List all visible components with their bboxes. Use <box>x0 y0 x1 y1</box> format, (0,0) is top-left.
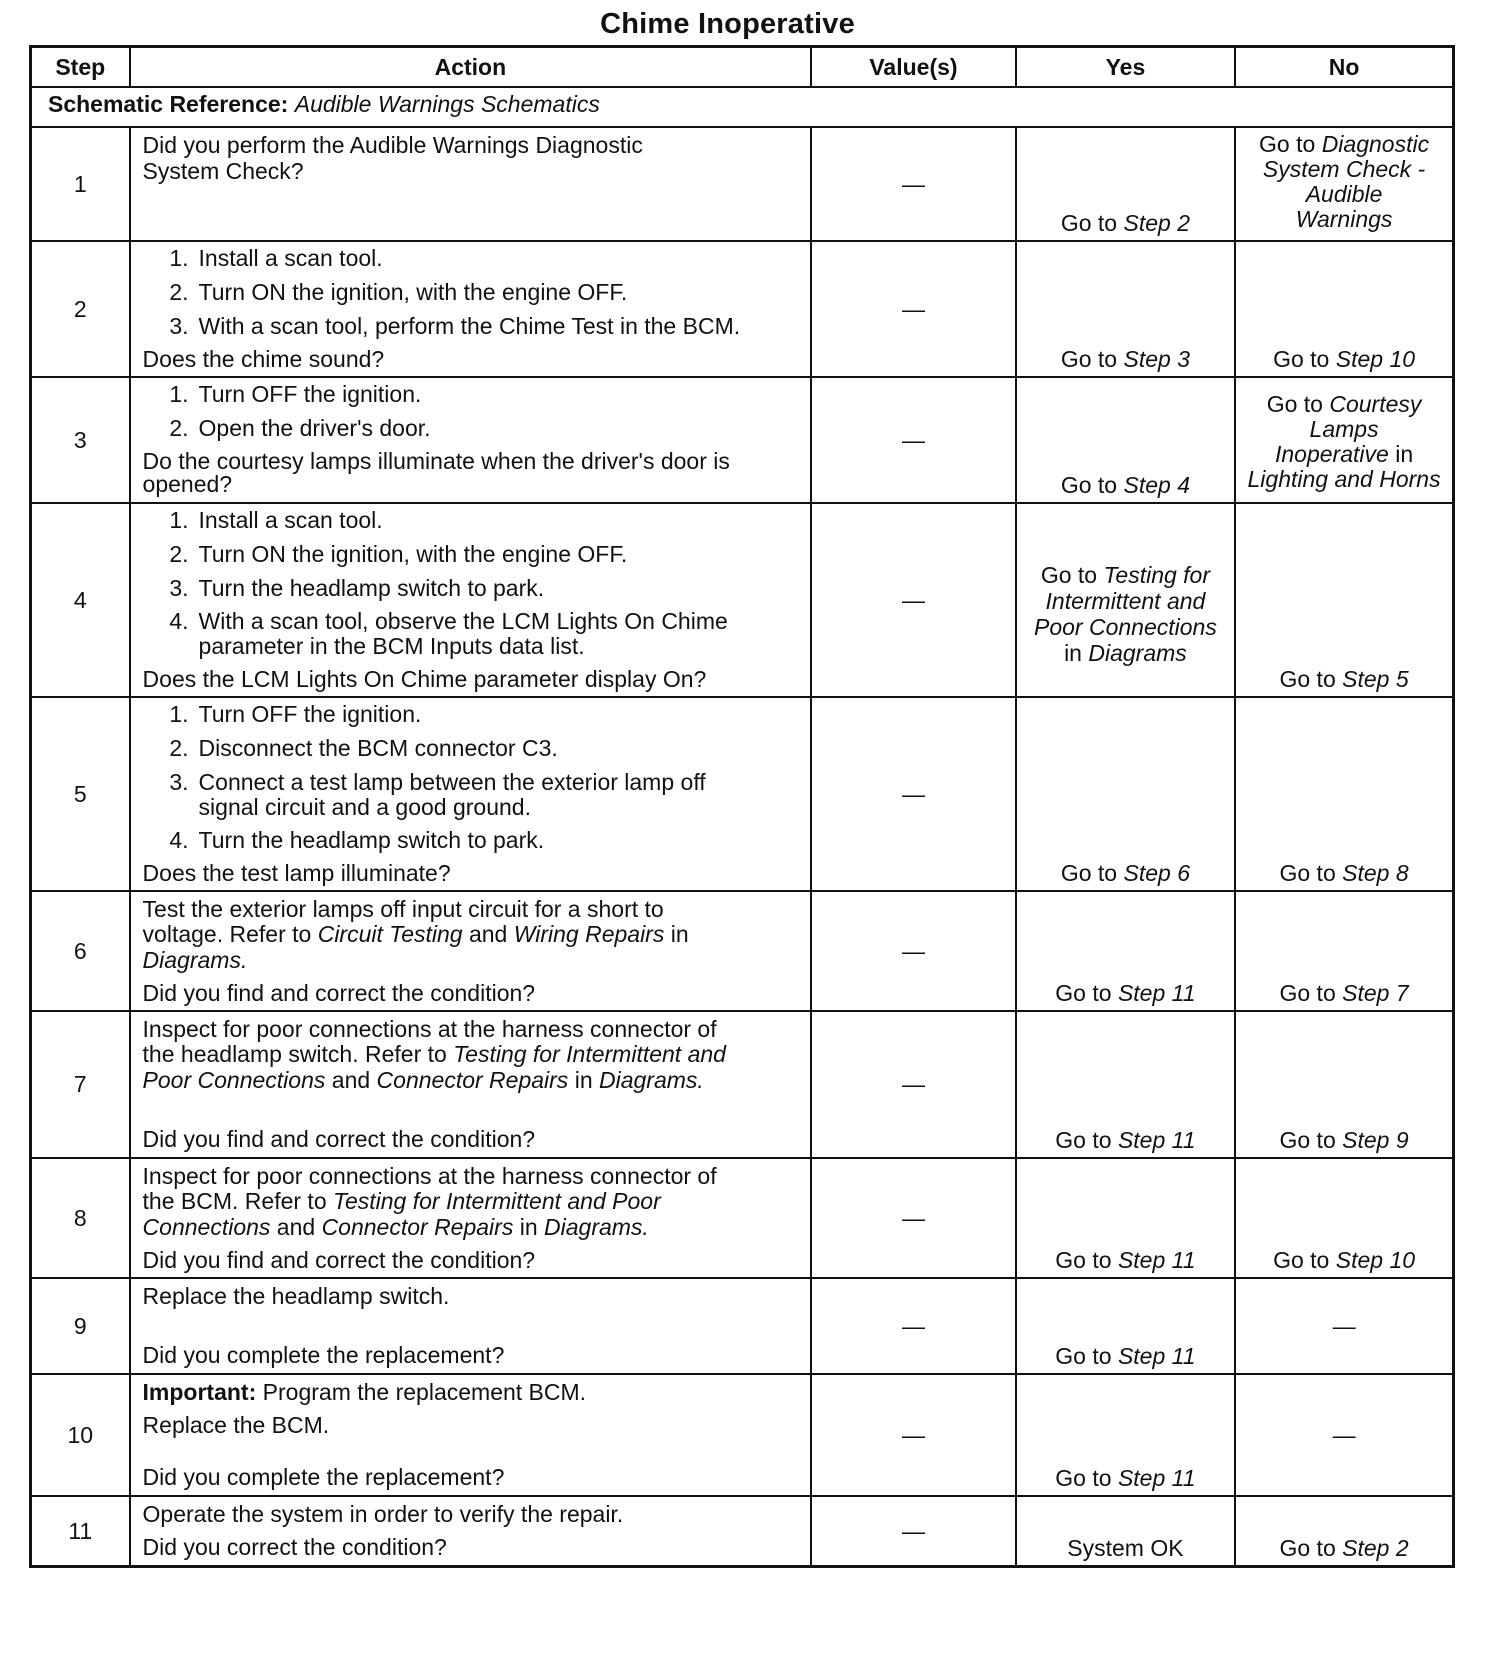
action-text: Inspect for poor connections at the harness connector of <box>142 1163 717 1189</box>
no-step-link[interactable]: Step 9 <box>1342 1127 1409 1153</box>
connector-repairs-link[interactable]: Connector Repairs <box>376 1067 569 1093</box>
table-row <box>31 1158 1454 1278</box>
goto-text: Go to <box>1279 1127 1336 1153</box>
in-text: in <box>1064 640 1082 666</box>
step-number: 10 <box>31 1374 130 1496</box>
question-text: opened? <box>142 471 233 497</box>
yes-cell <box>1016 1278 1235 1374</box>
goto-text: Go to <box>1055 1465 1112 1491</box>
value-cell: — <box>811 241 1016 377</box>
action-cell <box>130 127 812 241</box>
yes-cell <box>1016 1158 1235 1278</box>
header-yes: Yes <box>1016 47 1235 88</box>
goto-text: Go to <box>1060 346 1118 372</box>
no-link[interactable]: Lamps <box>1309 416 1379 442</box>
question-text: Does the test lamp illuminate? <box>142 860 451 886</box>
value-cell: — <box>811 697 1016 891</box>
value-cell: — <box>811 1011 1016 1158</box>
testing-link[interactable]: Testing for Intermittent and <box>453 1041 726 1067</box>
diagnostic-table <box>29 45 1455 1568</box>
wiring-repairs-link[interactable]: Wiring Repairs <box>513 921 665 947</box>
action-text: Connections and Connector Repairs in Diagrams. <box>142 1214 649 1240</box>
no-cell <box>1235 1158 1453 1278</box>
no-cell <box>1235 1496 1453 1567</box>
goto-text: Go to <box>1266 391 1323 417</box>
no-cell <box>1235 503 1453 697</box>
action-text: voltage. Refer to Circuit Testing and Wiring Repairs in <box>142 921 689 947</box>
no-step-link[interactable]: Step 7 <box>1342 980 1409 1006</box>
goto-text: Go to <box>1060 472 1118 498</box>
header-step: Step <box>31 47 130 88</box>
yes-link[interactable]: Diagrams <box>1088 640 1187 666</box>
table-row <box>31 377 1454 503</box>
schematic-reference-label: Schematic Reference: <box>48 91 289 117</box>
step-number: 11 <box>31 1496 130 1567</box>
no-link[interactable]: Courtesy <box>1329 391 1422 417</box>
goto-text: Go to <box>1259 131 1316 157</box>
step-number: 1 <box>31 127 130 241</box>
question-text: Did you find and correct the condition? <box>142 1126 536 1152</box>
goto-text: Go to <box>1060 210 1118 236</box>
table-row <box>31 1011 1454 1158</box>
no-cell <box>1235 377 1453 503</box>
testing-link[interactable]: Connections <box>142 1214 271 1240</box>
table-row <box>31 241 1454 377</box>
yes-cell <box>1016 1496 1235 1567</box>
yes-step-link[interactable]: Step 4 <box>1123 472 1190 498</box>
yes-cell <box>1016 697 1235 891</box>
diagrams-link[interactable]: Diagrams. <box>544 1214 649 1240</box>
goto-text: Go to <box>1040 562 1098 588</box>
no-cell: — <box>1235 1374 1453 1496</box>
yes-step-link[interactable]: Step 11 <box>1117 1465 1196 1491</box>
step-number: 4 <box>31 503 130 697</box>
goto-text: Go to <box>1055 1127 1112 1153</box>
goto-text: Go to <box>1279 860 1336 886</box>
step-number: 3 <box>31 377 130 503</box>
action-text: Poor Connections and Connector Repairs in Diagrams. <box>142 1067 704 1093</box>
question-text: Did you complete the replacement? <box>142 1342 505 1368</box>
action-text: Did you perform the Audible Warnings Diagnostic <box>142 132 643 158</box>
action-cell <box>130 1011 812 1158</box>
yes-cell <box>1016 127 1235 241</box>
header-no: No <box>1235 47 1453 88</box>
question-text: Did you find and correct the condition? <box>142 1247 536 1273</box>
yes-step-link[interactable]: Step 6 <box>1123 860 1190 886</box>
question-text: Did you complete the replacement? <box>142 1464 505 1490</box>
goto-text: Go to <box>1055 1247 1112 1273</box>
yes-cell <box>1016 1374 1235 1496</box>
step-number: 7 <box>31 1011 130 1158</box>
question-text: Does the LCM Lights On Chime parameter display On? <box>142 666 707 692</box>
no-link[interactable]: Lighting and Horns <box>1247 466 1441 492</box>
value-cell: — <box>811 1158 1016 1278</box>
yes-step-link[interactable]: Step 2 <box>1123 210 1190 236</box>
goto-text: Go to <box>1055 1343 1112 1369</box>
action-text <box>143 947 805 974</box>
yes-link[interactable]: Intermittent and <box>1045 588 1206 614</box>
no-step-link[interactable]: Step 8 <box>1342 860 1409 886</box>
no-cell <box>1235 891 1453 1011</box>
table-row <box>31 503 1454 697</box>
page-title: Chime Inoperative <box>600 8 855 40</box>
schematic-reference <box>31 87 1454 127</box>
yes-step-link[interactable]: Step 11 <box>1117 1343 1196 1369</box>
yes-cell <box>1016 503 1235 697</box>
question-text: Did you correct the condition? <box>142 1534 447 1560</box>
action-cell: 1. Install a scan tool. 2. Turn ON the ignition, with the engine OFF. 3. Turn the headlamp switch to park. 4. With a scan tool, observe the LCM Lights On Chime parameter in the BCM Inputs data list. Does the LCM Lights On Chime parameter display On? <box>130 503 812 697</box>
no-step-link[interactable]: Step 10 <box>1335 346 1416 372</box>
no-link[interactable]: Audible <box>1305 181 1383 207</box>
yes-link[interactable]: Poor Connections <box>1034 614 1217 640</box>
no-cell: — <box>1235 1278 1453 1374</box>
action-cell: 1. Turn OFF the ignition. 2. Open the driver's door. Do the courtesy lamps illuminate when the driver's door is opened? <box>130 377 812 503</box>
action-text: Replace the BCM. <box>142 1412 330 1438</box>
action-text: Operate the system in order to verify the repair. <box>142 1501 624 1527</box>
no-link[interactable]: Inoperative <box>1275 441 1389 467</box>
yes-cell <box>1016 241 1235 377</box>
system-ok-text: System OK <box>1067 1535 1184 1561</box>
value-cell: — <box>811 1496 1016 1567</box>
action-cell <box>130 1158 812 1278</box>
circuit-testing-link[interactable]: Circuit Testing <box>317 921 463 947</box>
yes-step-link[interactable]: Step 11 <box>1117 1247 1196 1273</box>
yes-cell <box>1016 377 1235 503</box>
question-text: Do the courtesy lamps illuminate when the driver's door is <box>142 448 730 474</box>
yes-link[interactable]: Testing for <box>1103 562 1211 588</box>
no-step-link[interactable]: Step 5 <box>1342 666 1409 692</box>
schematic-reference-link[interactable]: Audible Warnings Schematics <box>294 91 600 117</box>
value-cell: — <box>811 127 1016 241</box>
diagrams-link[interactable]: Diagrams. <box>599 1067 704 1093</box>
diagrams-link[interactable]: Diagrams. <box>142 947 248 973</box>
no-link[interactable]: Warnings <box>1295 206 1393 232</box>
action-cell: 1. Turn OFF the ignition. 2. Disconnect the BCM connector C3. 3. Connect a test lamp between the exterior lamp off signal circuit and a good ground. 4. Turn the headlamp switch to park. Does the test lamp illuminate? <box>130 697 812 891</box>
action-text: System Check? <box>142 158 304 184</box>
action-cell <box>130 891 812 1011</box>
action-cell <box>130 1496 812 1567</box>
goto-text: Go to <box>1279 666 1336 692</box>
step-number: 9 <box>31 1278 130 1374</box>
table-row <box>31 127 1454 241</box>
no-step-link[interactable]: Step 2 <box>1342 1535 1409 1561</box>
table-row <box>31 697 1454 891</box>
goto-text: Go to <box>1279 980 1336 1006</box>
no-link[interactable]: Diagnostic <box>1321 131 1430 157</box>
no-link[interactable]: System Check - <box>1262 156 1426 182</box>
important-note: Important: Program the replacement BCM. <box>142 1379 587 1405</box>
yes-cell <box>1016 891 1235 1011</box>
action-cell <box>130 1278 812 1374</box>
goto-text: Go to <box>1060 860 1118 886</box>
table-row <box>31 1278 1454 1374</box>
header-row <box>31 47 1454 88</box>
no-cell <box>1235 697 1453 891</box>
step-number: 2 <box>31 241 130 377</box>
yes-step-link[interactable]: Step 11 <box>1117 1127 1196 1153</box>
action-text: Replace the headlamp switch. <box>142 1283 450 1309</box>
goto-text: Go to <box>1279 1535 1336 1561</box>
action-cell: 1. Install a scan tool. 2. Turn ON the ignition, with the engine OFF. 3. With a scan tool, perform the Chime Test in the BCM. Does the chime sound? <box>130 241 812 377</box>
goto-text: Go to <box>1273 346 1330 372</box>
testing-link[interactable]: Poor Connections <box>142 1067 326 1093</box>
table-row <box>31 1496 1454 1567</box>
action-text: the BCM. Refer to Testing for Intermittent and Poor <box>142 1188 661 1214</box>
table-row <box>31 891 1454 1011</box>
step-number: 5 <box>31 697 130 891</box>
action-cell <box>130 1374 812 1496</box>
no-cell <box>1235 241 1453 377</box>
question-text: Did you find and correct the condition? <box>142 980 536 1006</box>
question-text: Does the chime sound? <box>142 346 385 372</box>
goto-text: Go to <box>1055 980 1112 1006</box>
yes-step-link[interactable]: Step 3 <box>1123 346 1190 372</box>
yes-cell <box>1016 1011 1235 1158</box>
value-cell: — <box>811 891 1016 1011</box>
action-text: the headlamp switch. Refer to Testing for Intermittent and <box>142 1041 726 1067</box>
value-cell: — <box>811 1374 1016 1496</box>
no-cell <box>1235 127 1453 241</box>
step-number: 6 <box>31 891 130 1011</box>
step-number: 8 <box>31 1158 130 1278</box>
goto-text: Go to <box>1273 1247 1330 1273</box>
header-action: Action <box>130 47 812 88</box>
value-cell: — <box>811 503 1016 697</box>
header-values: Value(s) <box>811 47 1016 88</box>
value-cell: — <box>811 1278 1016 1374</box>
action-text: Test the exterior lamps off input circuit for a short to <box>142 896 664 922</box>
yes-step-link[interactable]: Step 11 <box>1117 980 1196 1006</box>
important-label: Important: <box>142 1379 257 1405</box>
action-text: Inspect for poor connections at the harness connector of <box>142 1016 717 1042</box>
value-cell: — <box>811 377 1016 503</box>
no-cell <box>1235 1011 1453 1158</box>
schematic-reference-row <box>31 87 1454 127</box>
table-row <box>31 1374 1454 1496</box>
in-text: in <box>1395 441 1414 467</box>
testing-link[interactable]: Testing for Intermittent and Poor <box>333 1188 661 1214</box>
connector-repairs-link[interactable]: Connector Repairs <box>321 1214 514 1240</box>
no-step-link[interactable]: Step 10 <box>1335 1247 1416 1273</box>
